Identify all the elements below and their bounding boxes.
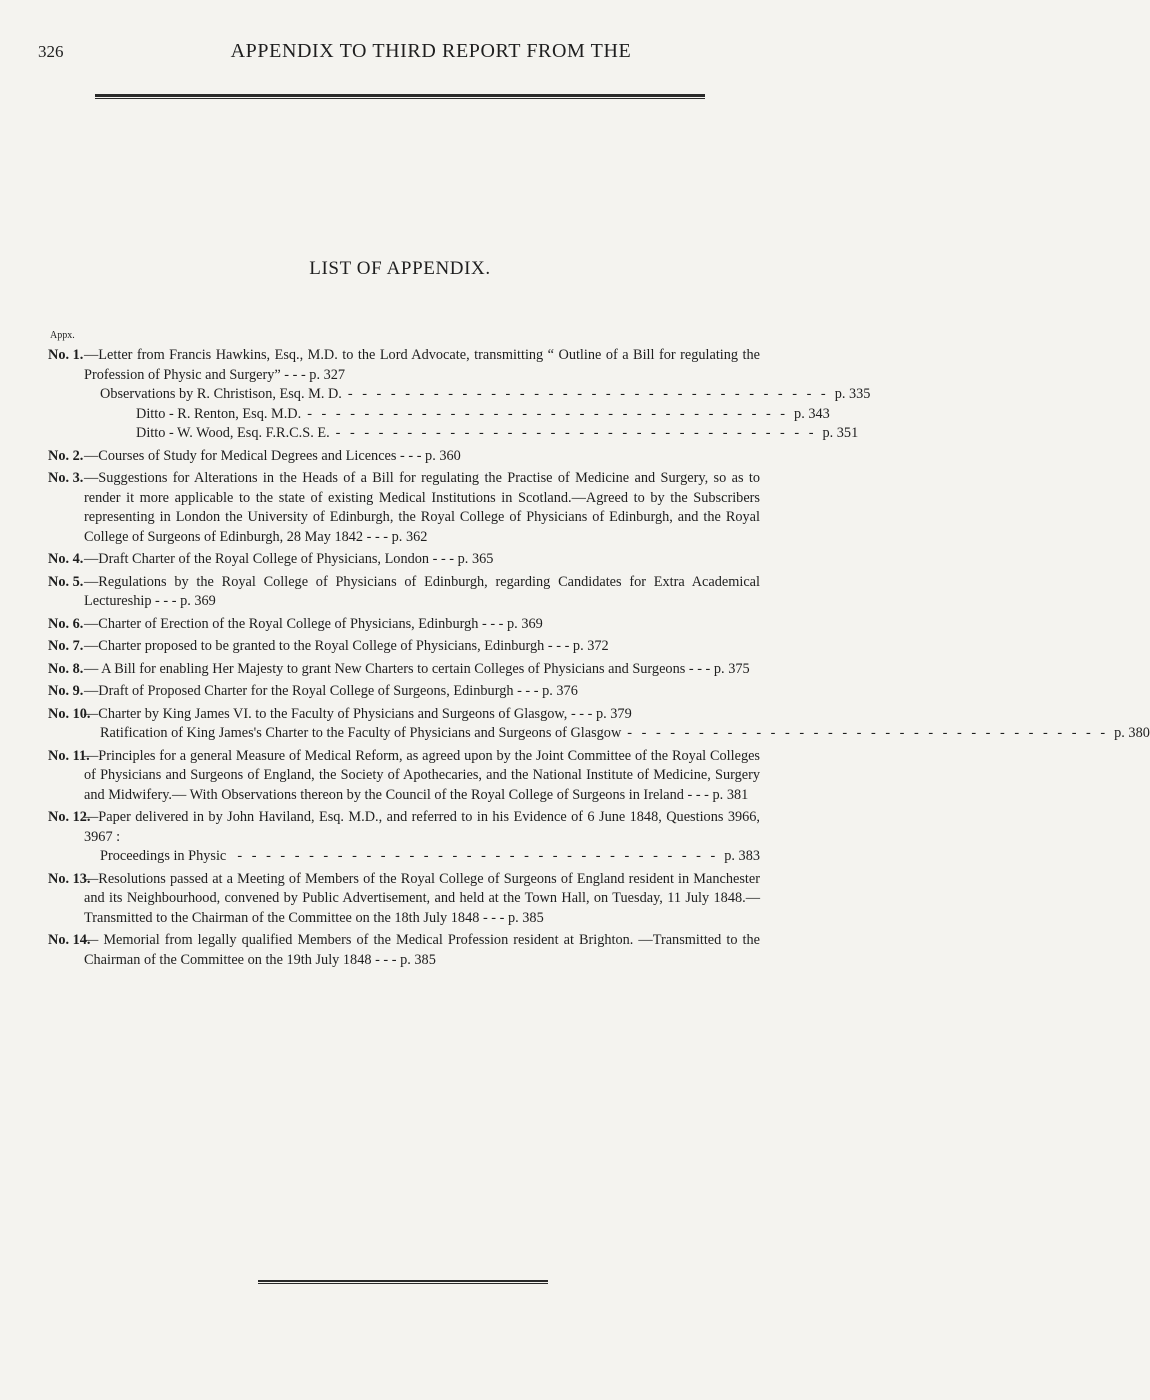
appendix-entry — [48, 550, 760, 570]
sub-entry-line — [100, 385, 871, 405]
appendix-entry — [48, 747, 760, 806]
page-ref: p. 343 — [794, 405, 830, 422]
sub-entry — [100, 724, 1150, 744]
sub-entry — [136, 424, 859, 444]
entry-body — [84, 870, 760, 929]
dot-leader: - - - — [363, 528, 392, 545]
entry-text: Ratification of King James's Charter to the Faculty of Physicians and Surgeons of Glasgow — [100, 725, 622, 741]
entry-number: No. 4. — [48, 551, 84, 567]
header-rule — [95, 94, 705, 97]
entry-text: —Courses of Study for Medical Degrees and Licences — [84, 447, 397, 464]
entry-body — [84, 637, 760, 657]
dot-leader: - - - - - - - - - - - - - - - - - - - - - - - - - - - - - - - - - - — [335, 425, 817, 441]
entry-body — [84, 573, 760, 612]
appendix-entry — [48, 346, 871, 444]
entry-number: No. 10. — [48, 705, 91, 722]
entry-text: — A Bill for enabling Her Majesty to grant New Charters to certain Colleges of Physicians and Surgeons — [84, 660, 686, 677]
entry-number: No. 7. — [48, 638, 84, 654]
dot-leader: - - - - - - - - - - - - - - - - - - - - - - - - - - - - - - - - - - — [627, 725, 1109, 741]
appendix-entry — [48, 808, 760, 867]
entry-number: No. 11. — [48, 747, 90, 764]
entry-text: Observations by R. Christison, Esq. M. D. — [100, 386, 342, 402]
entry-text: Ditto - R. Renton, Esq. M.D. — [136, 405, 302, 422]
appendix-entry — [48, 615, 760, 635]
appendix-entry — [48, 705, 1150, 744]
dot-leader: - - - — [683, 786, 713, 803]
entry-body — [84, 682, 760, 702]
entry-text: Proceedings in Physic — [100, 848, 227, 864]
entry-number: No. 5. — [48, 573, 84, 590]
dot-leader: - - - — [151, 593, 181, 609]
entry-number: No. 8. — [48, 660, 84, 677]
entry-text: Ditto - W. Wood, Esq. F.R.C.S. E. — [136, 425, 330, 441]
entry-text: —Draft Charter of the Royal College of Physicians, London — [84, 551, 430, 567]
dot-leader: - - - — [544, 638, 573, 654]
footer-rule-thin — [258, 1283, 548, 1284]
page-ref: p. 375 — [713, 660, 750, 677]
appendix-entry — [48, 870, 760, 929]
appendix-entry — [48, 469, 760, 547]
dot-leader: - - - — [396, 447, 426, 464]
entry-body — [84, 469, 760, 547]
appendix-entry — [48, 637, 760, 657]
entry-text: —Paper delivered in by John Haviland, Esq. M.D., and referred to in his Evidence of 6 June 1848, Questions 3966, 3967 : — [84, 809, 760, 845]
running-head — [38, 38, 764, 68]
appx-label: Appx. — [50, 330, 75, 341]
entry-text: —Draft of Proposed Charter for the Royal College of Surgeons, Edinburgh — [84, 683, 514, 699]
list-title: LIST OF APPENDIX. — [309, 258, 491, 279]
entry-body — [84, 808, 760, 847]
page-ref: p. 362 — [391, 528, 428, 545]
entry-body — [84, 931, 760, 970]
entry-text: —Regulations by the Royal College of Physicians of Edinburgh, regarding Candidates for Extra Academical Lectureship — [84, 573, 760, 609]
entry-text: —Charter of Erection of the Royal College of Physicians, Edinburgh — [84, 615, 479, 632]
dot-leader: - - - — [567, 705, 596, 722]
page-ref: p. 379 — [595, 705, 632, 722]
entry-body — [84, 615, 760, 635]
sub-entry — [136, 405, 830, 425]
appendix-entry — [48, 931, 760, 970]
entry-text: — Memorial from legally qualified Members of the Medical Profession resident at Brighton. —Transmitted to the Chairman of the Committee on the 19th July 1848 — [84, 932, 760, 968]
entry-body — [84, 747, 760, 806]
dot-leader: - - - — [479, 909, 508, 926]
page-ref: p. 327 — [309, 366, 346, 383]
page-ref: p. 351 — [822, 425, 859, 441]
entry-text: —Charter by King James VI. to the Faculty of Physicians and Surgeons of Glasgow, — [84, 705, 568, 722]
entries-list — [48, 346, 1150, 973]
entry-text: —Principles for a general Measure of Medical Reform, as agreed upon by the Joint Committee of the Royal Colleges of Physicians and Surgeons of England, the Society of Apothecaries, and the National Institute of Medicine, Surgery and Midwifery.— With Observations thereon by the Council of the Royal College of Surgeons in Ireland — [84, 747, 760, 803]
page-ref: p. 385 — [507, 909, 544, 926]
sub-entry-line — [136, 424, 859, 444]
dot-leader: - - - — [478, 615, 508, 632]
appendix-entry — [48, 682, 760, 702]
entry-number: No. 9. — [48, 683, 84, 699]
entry-text: —Letter from Francis Hawkins, Esq., M.D. to the Lord Advocate, transmitting “ Outline of a Bill for regulating the Profession of Physic and Surgery” — [84, 347, 760, 383]
header-rule-thin — [95, 98, 705, 99]
page-ref: p. 369 — [507, 615, 543, 632]
entry-body — [84, 346, 760, 385]
dot-leader: - - - — [280, 366, 310, 383]
entry-body — [84, 705, 760, 725]
dot-leader: - - - - - - - - - - - - - - - - - - - - - - - - - - - - - - - - - - — [237, 848, 719, 864]
page-ref: p. 383 — [724, 848, 760, 864]
dot-leader: - - - - - - - - - - - - - - - - - - - - - - - - - - - - - - - - - - — [307, 405, 789, 422]
entry-number: No. 13. — [48, 870, 91, 887]
page-ref: p. 381 — [712, 786, 749, 803]
entry-text: —Suggestions for Alterations in the Heads of a Bill for regulating the Practise of Medicine and Surgery, so as to render it more applicable to the state of existing Medical Institutions in Scotland.—Agreed to by the Subscribers representing in London the University of Edinburgh, the Royal College of Physicians of Edinburgh, and the Royal College of Surgeons of Edinburgh, 28 May 1842 — [84, 470, 760, 545]
dot-leader: - - - — [513, 683, 543, 699]
appendix-entry — [48, 447, 760, 467]
dot-leader: - - - - - - - - - - - - - - - - - - - - - - - - - - - - - - - - - - — [347, 386, 829, 402]
entry-number: No. 1. — [48, 347, 84, 363]
appendix-entry — [48, 573, 760, 612]
entry-text: —Resolutions passed at a Meeting of Members of the Royal College of Surgeons of England resident in Manchester and its Neighbourhood, convened by Public Advertisement, and held at the Town Hall, on Tuesday, 11 July 1848.—Transmitted to the Chairman of the Committee on the 18th July 1848 — [84, 870, 760, 926]
page-ref: p. 335 — [834, 386, 871, 402]
entry-body — [84, 447, 760, 467]
sub-entry — [100, 385, 871, 405]
page-ref: p. 385 — [400, 951, 436, 968]
footer-rule — [258, 1280, 548, 1282]
page-ref: p. 360 — [425, 447, 461, 464]
page-ref: p. 372 — [572, 638, 609, 654]
running-title: APPENDIX TO THIRD REPORT FROM THE — [230, 40, 632, 62]
sub-entry-line — [136, 405, 830, 425]
entry-number: No. 3. — [48, 470, 84, 486]
appendix-entry — [48, 660, 760, 680]
dot-leader: - - - — [371, 951, 401, 968]
sub-entry-line — [100, 724, 1150, 744]
entry-number: No. 6. — [48, 615, 84, 632]
sub-entry — [100, 847, 760, 867]
entry-number: No. 2. — [48, 447, 84, 464]
dot-leader: - - - — [429, 551, 458, 567]
dot-leader: - - - — [685, 660, 714, 677]
page-number: 326 — [38, 42, 64, 61]
entry-body — [84, 660, 760, 680]
entry-text: —Charter proposed to be granted to the Royal College of Physicians, Edinburgh — [84, 638, 545, 654]
sub-entry-line — [100, 847, 760, 867]
page-ref: p. 376 — [542, 683, 578, 699]
page-ref: p. 365 — [457, 551, 494, 567]
page-ref: p. 380 — [1114, 725, 1150, 741]
entry-body — [84, 550, 760, 570]
entry-number: No. 12. — [48, 809, 91, 825]
entry-number: No. 14. — [48, 932, 91, 948]
page-ref: p. 369 — [180, 593, 216, 609]
